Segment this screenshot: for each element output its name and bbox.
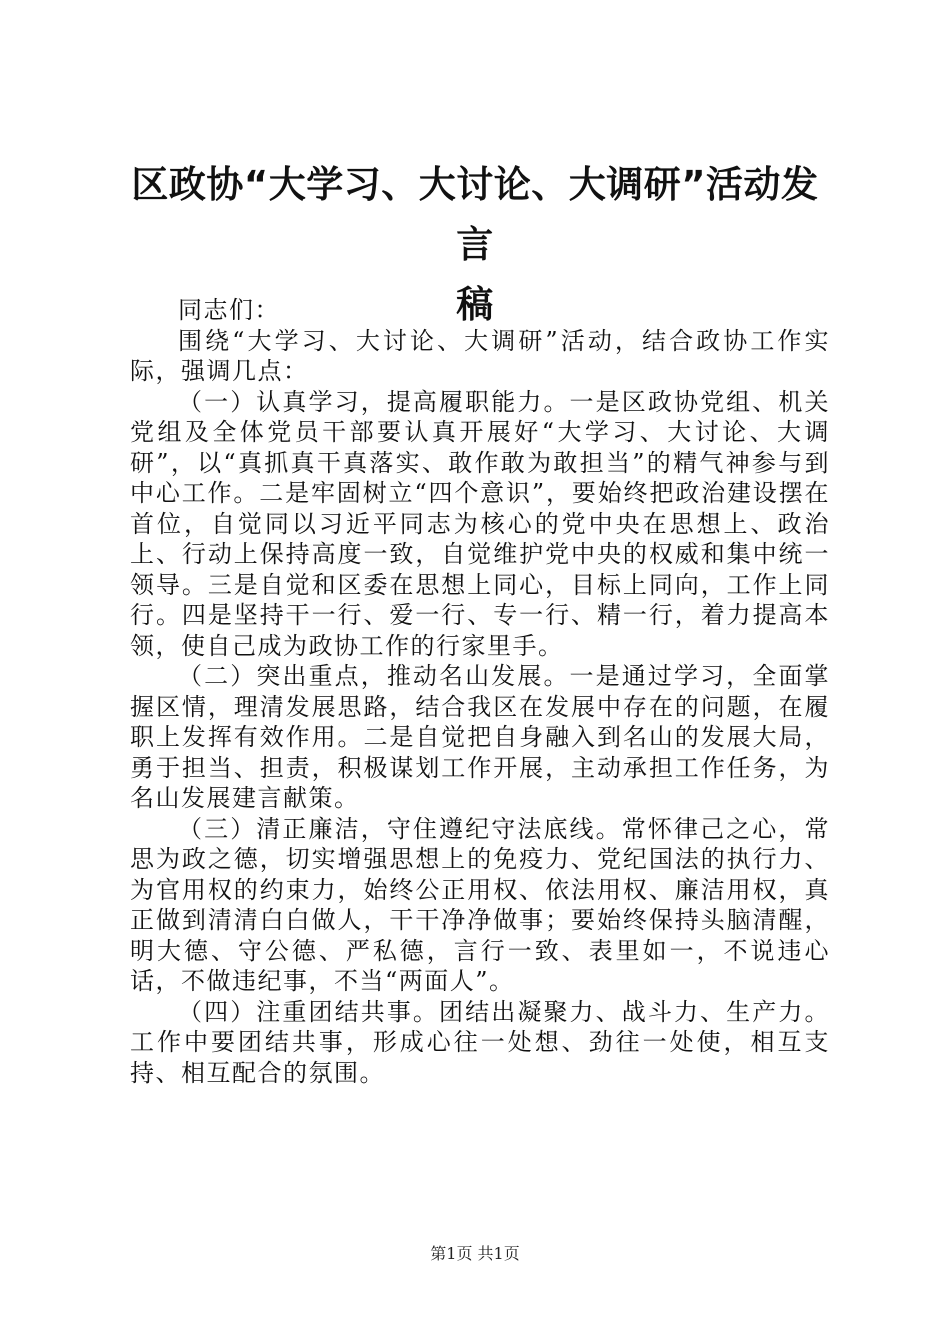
paragraph-intro: 围绕“大学习、大讨论、大调研”活动，结合政协工作实际，强调几点： xyxy=(130,326,830,385)
paragraph-section-3: （三）清正廉洁，守住遵纪守法底线。常怀律己之心，常思为政之德，切实增强思想上的免疫力、党纪国法的执行力、为官用权的约束力，始终公正用权、依法用权、廉洁用权，真正做到清清白白做人，干干净净做事；要始终保持头脑清醒，明大德、守公德、严私德，言行一致、表里如一，不说违心话，不做违纪事，不当“两面人”。 xyxy=(130,814,830,995)
salutation: 同志们： xyxy=(178,296,280,324)
title-line-2: 稿 xyxy=(456,283,494,326)
paragraph-section-2: （二）突出重点，推动名山发展。一是通过学习，全面掌握区情，理清发展思路，结合我区在发展中存在的问题，在履职上发挥有效作用。二是自觉把自身融入到名山的发展大局，勇于担当、担责，积极谋划工作开展，主动承担工作任务，为名山发展建言献策。 xyxy=(130,662,830,812)
paragraph-section-1: （一）认真学习，提高履职能力。一是区政协党组、机关党组及全体党员干部要认真开展好“大学习、大讨论、大调研”，以“真抓真干真落实、敢作敢为敢担当”的精气神参与到中心工作。二是牢固树立“四个意识”，要始终把政治建设摆在首位，自觉同以习近平同志为核心的党中央在思想上、政治上、行动上保持高度一致，自觉维护党中央的权威和集中统一领导。三是自觉和区委在思想上同心，目标上同向，工作上同行。四是坚持干一行、爱一行、专一行、精一行，着力提高本领，使自己成为政协工作的行家里手。 xyxy=(130,387,830,660)
page-footer: 第1页 共1页 xyxy=(430,1244,520,1263)
document-body xyxy=(130,295,830,1088)
paragraph-section-4: （四）注重团结共事。团结出凝聚力、战斗力、生产力。工作中要团结共事，形成心往一处想、劲往一处使，相互支持、相互配合的氛围。 xyxy=(130,997,830,1087)
title-line-1: 区政协“大学习、大讨论、大调研”活动发言 xyxy=(131,163,819,266)
